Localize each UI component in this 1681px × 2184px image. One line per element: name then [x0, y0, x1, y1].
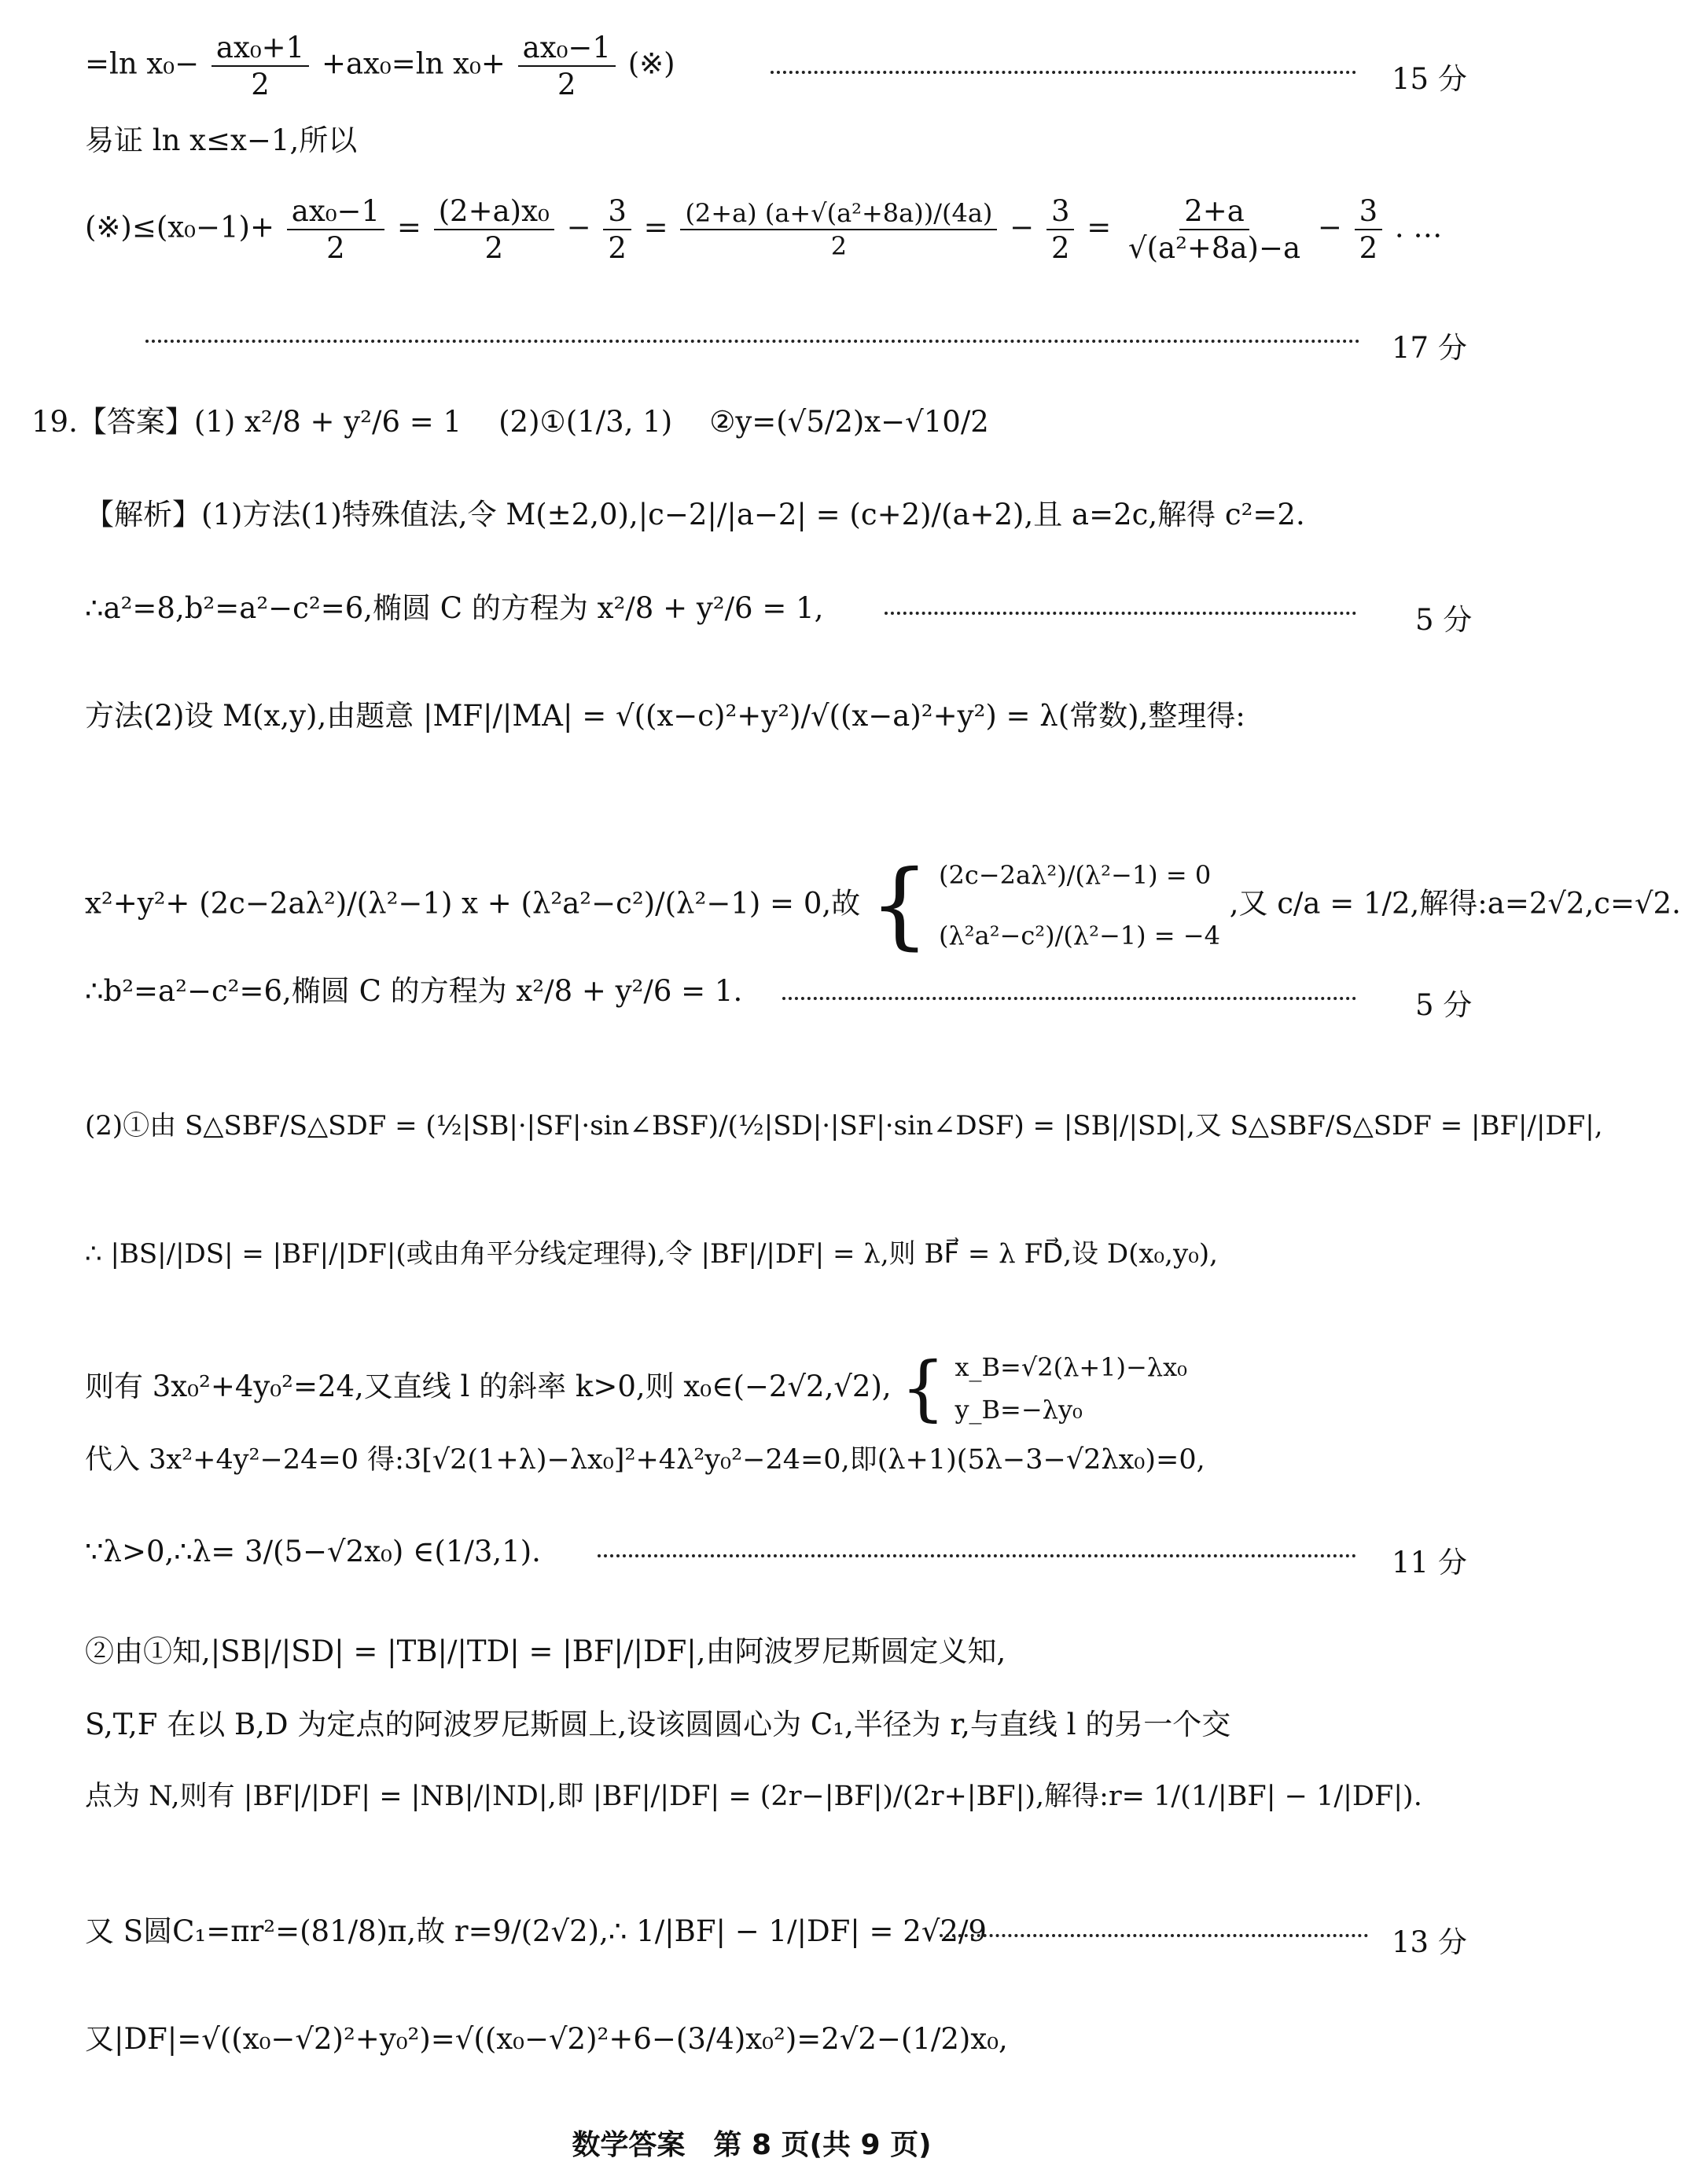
q19-answer: 19.【答案】(1) x²/8 + y²/6 = 1 (2)①(1/3, 1) ②y=(√5/2)x−√10/2	[31, 405, 989, 439]
text: (※)	[627, 46, 675, 81]
formula-line-3: (※)≤(x₀−1)+ $\frac{\text{ax₀−1}}{2}$ = $\frac{\text{(2+a)x₀}}{2}$ − $\frac{3}{2}$ = $\frac{\text{(2+a) (a+√(a²+8a))/(4a)}}{2}$ − $\frac{3}{2}$ = $\frac{2+a}{\text{√(a²+8a)−a}}$ − $\frac{3}{2}$ . …	[85, 194, 1443, 265]
fraction: $\frac{\text{ax₀−1}}{2}$	[518, 33, 616, 99]
solution-line-15: 又|DF|=√((x₀−√2)²+y₀²)=√((x₀−√2)²+6−(3/4)x₀²)=2√2−(1/2)x₀,	[85, 2022, 1008, 2056]
score-leader-dots	[598, 1554, 1356, 1557]
page-footer: 数学答案 第 8 页(共 9 页)	[572, 2129, 932, 2161]
solution-line-8: 则有 3x₀²+4y₀²=24,又直线 l 的斜率 k>0,则 x₀∈(−2√2,√2), { x_B=√2(λ+1)−λx₀ y_B=−λy₀	[85, 1347, 1187, 1430]
question-number: 19.【答案】(1)	[31, 405, 236, 439]
score-leader-dots	[940, 1934, 1368, 1937]
score-leader-dots	[885, 612, 1356, 615]
text: =ln x₀−	[85, 46, 200, 81]
solution-line-5: ∴b²=a²−c²=6,椭圆 C 的方程为 x²/8 + y²/6 = 1.	[85, 974, 743, 1008]
solution-line-14: 又 S圆C₁=πr²=(81/8)π,故 r=9/(2√2),∴ 1/|BF| − 1/|DF| = 2√2/9	[85, 1914, 987, 1948]
score-5b: 5 分	[1415, 988, 1473, 1022]
solution-line-3: 方法(2)设 M(x,y),由题意 |MF|/|MA| = √((x−c)²+y²)/√((x−a)²+y²) = λ(常数),整理得:	[85, 699, 1245, 733]
score-13: 13 分	[1392, 1925, 1467, 1959]
score-17: 17 分	[1392, 331, 1467, 365]
solution-line-11: ②由①知,|SB|/|SD| = |TB|/|TD| = |BF|/|DF|,由阿波罗尼斯圆定义知,	[85, 1634, 1006, 1668]
score-15: 15 分	[1392, 62, 1467, 96]
solution-line-12: S,T,F 在以 B,D 为定点的阿波罗尼斯圆上,设该圆圆心为 C₁,半径为 r,与直线 l 的另一个交	[85, 1708, 1231, 1741]
solution-line-9: 代入 3x²+4y²−24=0 得:3[√2(1+λ)−λx₀]²+4λ²y₀²−24=0,即(λ+1)(5λ−3−√2λx₀)=0,	[85, 1444, 1205, 1476]
score-leader-dots	[145, 340, 1360, 343]
solution-line-13: 点为 N,则有 |BF|/|DF| = |NB|/|ND|,即 |BF|/|DF| = (2r−|BF|)/(2r+|BF|),解得:r= 1/(1/|BF| − 1/|DF|).	[85, 1781, 1422, 1812]
text-line-2: 易证 ln x≤x−1,所以	[85, 123, 358, 157]
solution-line-6: (2)①由 S△SBF/S△SDF = (½|SB|·|SF|·sin∠BSF)/(½|SD|·|SF|·sin∠DSF) = |SB|/|SD|,又 S△SBF/S△SDF = |BF|/|DF|,	[85, 1110, 1603, 1142]
score-leader-dots	[782, 997, 1356, 1000]
fraction: $\frac{\text{ax₀+1}}{2}$	[212, 33, 309, 99]
text: +ax₀=ln x₀+	[321, 46, 506, 81]
score-leader-dots	[771, 71, 1356, 74]
score-11: 11 分	[1392, 1546, 1467, 1579]
solution-line-4: x²+y²+ (2c−2aλ²)/(λ²−1) x + (λ²a²−c²)/(λ²−1) = 0,故 { (2c−2aλ²)/(λ²−1) = 0 (λ²a²−c²)/(λ²−1) = −4 ,又 c/a = 1/2,解得:a=2√2,c=√2.	[85, 850, 1681, 960]
solution-line-10: ∵λ>0,∴λ= 3/(5−√2x₀) ∈(1/3,1).	[85, 1535, 541, 1568]
score-5a: 5 分	[1415, 603, 1473, 637]
solution-line-7: ∴ |BS|/|DS| = |BF|/|DF|(或由角平分线定理得),令 |BF|/|DF| = λ,则 BF⃗ = λ FD⃗,设 D(x₀,y₀),	[85, 1238, 1218, 1270]
formula-line-1	[85, 33, 675, 99]
solution-line-1: 【解析】(1)方法(1)特殊值法,令 M(±2,0),|c−2|/|a−2| = (c+2)/(a+2),且 a=2c,解得 c²=2.	[85, 498, 1305, 531]
solution-line-2: ∴a²=8,b²=a²−c²=6,椭圆 C 的方程为 x²/8 + y²/6 = 1,	[85, 591, 824, 625]
